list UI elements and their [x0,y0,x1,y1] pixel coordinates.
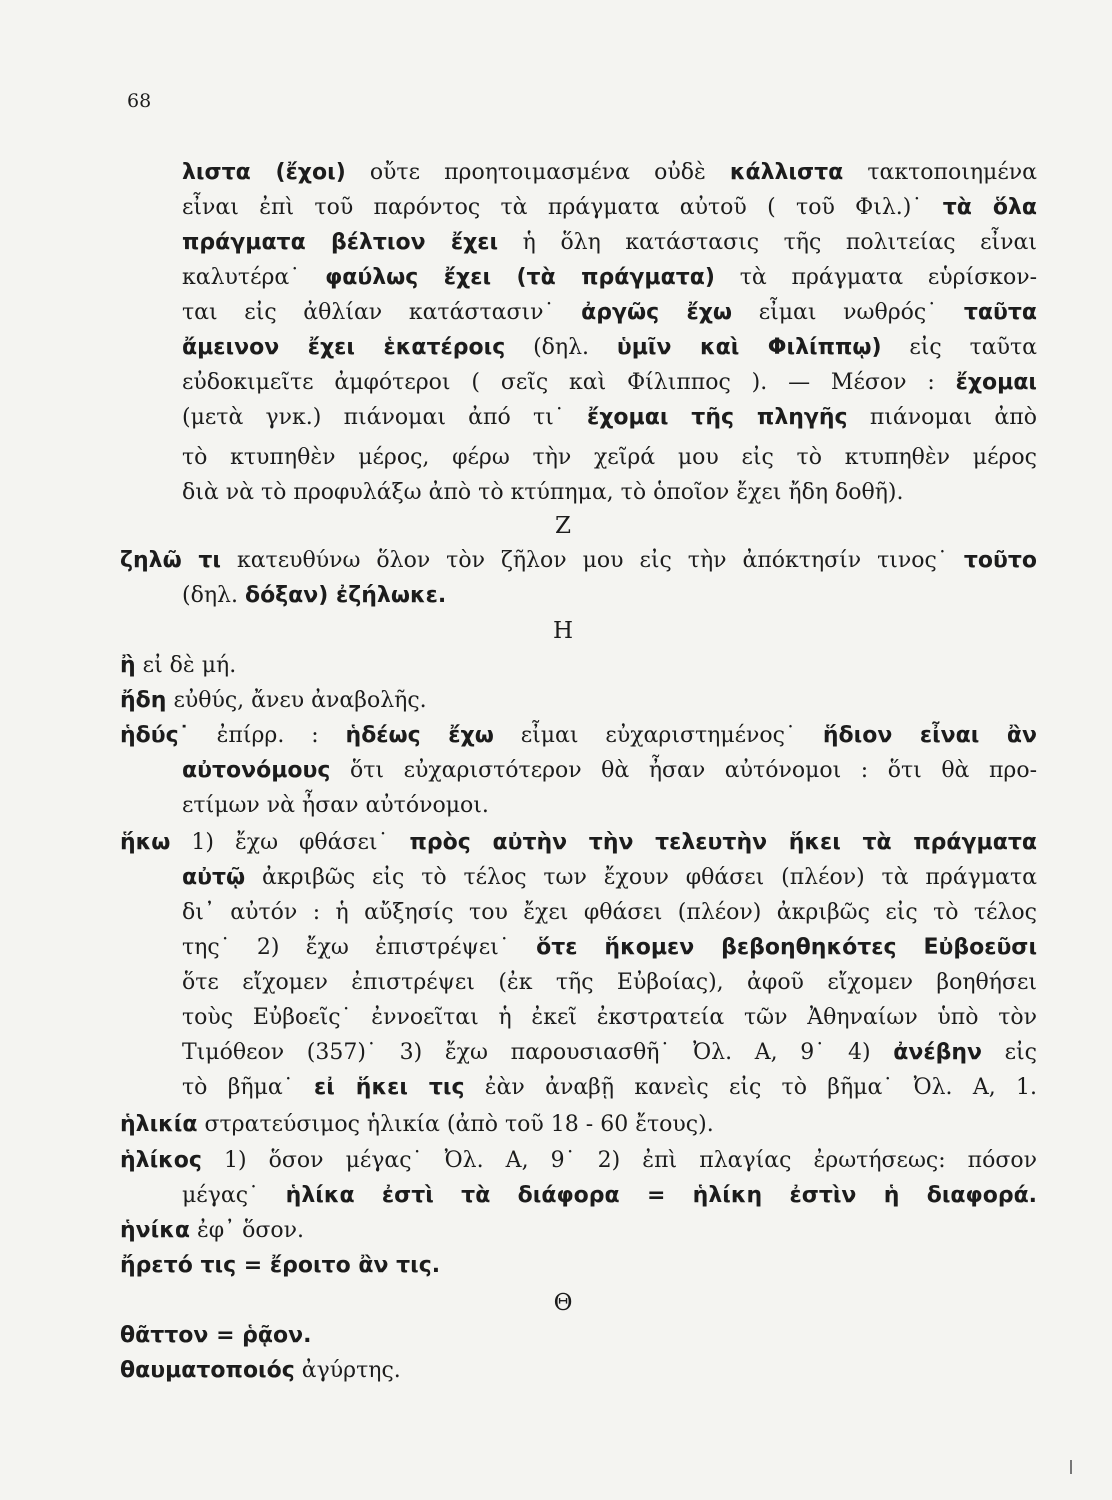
headword: ἡλικία [120,1112,198,1137]
letter-heading-zeta: Ζ [555,513,571,539]
gloss: (δηλ. [505,335,617,360]
scan-mark [1070,1460,1072,1474]
headword: εἰ ἥκει τις [314,1075,465,1100]
gloss: ἐφ᾽ ὅσον. [189,1218,305,1243]
headword: ἢ [120,653,136,678]
text-line [182,791,489,821]
headword: ἡδύς˙ [120,723,190,748]
headword: ἀργῶς ἔχω [581,300,733,325]
gloss: μέγας˙ [182,1183,286,1208]
headword: τὰ ὅλα [942,195,1037,220]
headword: πρὸς αὐτὴν τὴν τελευτὴν ἥκει τὰ πράγματα [409,830,1037,855]
gloss: ἀγύρτης. [294,1358,401,1383]
headword: ἡνίκα [120,1218,190,1243]
gloss: της˙ 2) ἔχω ἐπιστρέψει˙ [182,935,537,960]
gloss: τακτοποιημένα [843,160,1037,185]
headword: αὐτονόμους [182,758,331,783]
headword: ἔχομαι [955,370,1038,395]
gloss: ετίμων νὰ ἦσαν αὐτόνομοι. [182,793,489,818]
letter-heading-eta: Η [552,618,574,644]
text-line [182,403,1037,433]
text-line [182,443,1037,473]
gloss: εἶμαι εὐχαριστημένος˙ [493,723,823,748]
gloss: ἀκριβῶς εἰς τὸ τέλος των ἔχουν φθάσει (πλέον) τὰ πράγματα [245,865,1038,890]
gloss: ὅτι εὐχαριστότερον θὰ ἦσαν αὐτόνομοι : ὅτι θὰ προ- [330,758,1038,783]
headword: λιστα (ἔχοι) [182,160,346,185]
headword: ὑμῖν καὶ Φιλίππῳ) [616,335,882,360]
gloss: εὐδοκιμεῖτε ἀμφότεροι ( σεῖς καὶ Φίλιππος ). — Μέσον : [182,370,956,395]
text-line [182,193,1037,223]
text-line [182,228,1037,258]
headword: ὅτε ἥκομεν βεβοηθηκότες Εὐβοεῦσι [536,935,1038,960]
gloss: οὔτε προητοιμασμένα οὐδὲ [345,160,730,185]
gloss: (μετὰ γνκ.) πιάνομαι ἀπό τι˙ [182,405,587,430]
gloss: 1) ὅσον μέγας˙ Ὀλ. Α, 9˙ 2) ἐπὶ πλαγίας ἐρωτήσεως: πόσον [201,1148,1038,1173]
text-line [120,651,236,681]
text-line [120,546,1037,576]
gloss: εἶμαι νωθρός˙ [732,300,964,325]
text-line [120,828,1037,858]
gloss: εἰ δὲ μή. [135,653,237,678]
text-line [182,898,1037,928]
gloss: εὐθύς, ἄνευ ἀναβολῆς. [166,688,427,713]
text-line [182,756,1037,786]
headword: ἡλίκα ἐστὶ τὰ διάφορα = ἡλίκη ἐστὶν ἡ διαφορά. [285,1183,1038,1208]
text-line [182,368,1037,398]
text-line [182,1181,1037,1211]
gloss: ὅτε εἴχομεν ἐπιστρέψει (ἐκ τῆς Εὐβοίας), ἀφοῦ εἴχομεν βοηθήσει [182,970,1037,995]
text-line [120,1321,311,1351]
headword: ζηλῶ τι [120,548,221,573]
gloss: Τιμόθεον (357)˙ 3) ἔχω παρουσιασθῆ˙ Ὀλ. Α, 9˙ 4) [182,1040,894,1065]
text-line [182,478,904,508]
headword: ἡλίκος [120,1148,202,1173]
text-line [182,333,1037,363]
gloss: διὰ νὰ τὸ προφυλάξω ἀπὸ τὸ κτύπημα, τὸ ὁποῖον ἔχει ἤδη δοθῆ). [182,480,904,505]
text-line [182,1073,1037,1103]
text-line [182,581,446,611]
gloss: ἡ ὅλη κατάστασις τῆς πολιτείας εἶναι [498,230,1037,255]
gloss: εἰς [981,1040,1037,1065]
text-line [182,1038,1037,1068]
gloss: εἰς ταῦτα [881,335,1038,360]
gloss: 1) ἔχω φθάσει˙ [170,830,410,855]
text-line [120,1216,304,1246]
headword: ἤδη [120,688,167,713]
headword: ἀνέβην [893,1040,982,1065]
gloss: κατευθύνω ὅλον τὸν ζῆλον μου εἰς τὴν ἀπόκτησίν τινος˙ [220,548,964,573]
text-line [120,721,1037,751]
text-line [120,1110,714,1140]
gloss: δι᾽ αὐτόν : ἡ αὔξησίς του ἔχει φθάσει (πλέον) ἀκριβῶς εἰς τὸ τέλος [182,900,1038,925]
headword: φαύλως ἔχει (τὰ πράγματα) [325,265,715,290]
text-line [182,298,1037,328]
gloss: ται εἰς ἀθλίαν κατάστασιν˙ [182,300,582,325]
page-number: 68 [127,90,152,112]
headword: ἤρετό τις = ἔροιτο ἂν τις. [120,1253,441,1278]
headword: θαυματοποιός [120,1358,295,1383]
gloss: τὸ βῆμα˙ [182,1075,315,1100]
text-line [120,1356,401,1386]
headword: ἔχομαι τῆς πληγῆς [586,405,848,430]
text-line [182,158,1037,188]
text-line [182,263,1037,293]
headword: ἡδέως ἔχω [345,723,494,748]
headword: τοῦτο [963,548,1038,573]
headword: κάλλιστα [729,160,844,185]
gloss: πιάνομαι ἀπὸ [847,405,1037,430]
gloss: εἶναι ἐπὶ τοῦ παρόντος τὰ πράγματα αὐτοῦ ( τοῦ Φιλ.)˙ [182,195,943,220]
text-line [182,968,1037,998]
gloss: ἐπίρρ. : [189,723,346,748]
headword: ἥκω [120,830,171,855]
headword: αὐτῷ [182,865,246,890]
gloss: (δηλ. [182,583,245,608]
text-line [120,1251,440,1281]
letter-heading-theta: Θ [553,1290,573,1316]
text-line [120,1146,1037,1176]
gloss: ἐὰν ἀναβῇ κανεὶς εἰς τὸ βῆμα˙ Ὀλ. Α, 1. [464,1075,1037,1100]
gloss: τὰ πράγματα εὑρίσκον- [714,265,1038,290]
text-line [182,1003,1037,1033]
text-line [120,686,427,716]
headword: ἄμεινον ἔχει ἑκατέροις [182,335,506,360]
gloss: στρατεύσιμος ἡλικία (ἀπὸ τοῦ 18 - 60 ἔτους). [197,1112,714,1137]
headword: ταῦτα [963,300,1038,325]
text-line [182,863,1037,893]
headword: πράγματα βέλτιον ἔχει [182,230,499,255]
gloss: τὸ κτυπηθὲν μέρος, φέρω τὴν χεῖρά μου εἰς τὸ κτυπηθὲν μέρος [182,445,1037,470]
headword: δόξαν) ἐζήλωκε. [244,583,447,608]
gloss: καλυτέρα˙ [182,265,326,290]
headword: ἥδιον εἶναι ἂν [822,723,1038,748]
headword: θᾶττον = ῥᾷον. [120,1323,312,1348]
gloss: τοὺς Εὐβοεῖς˙ ἐννοεῖται ἡ ἐκεῖ ἐκστρατεία τῶν Ἀθηναίων ὑπὸ τὸν [182,1005,1038,1030]
text-line [182,933,1037,963]
